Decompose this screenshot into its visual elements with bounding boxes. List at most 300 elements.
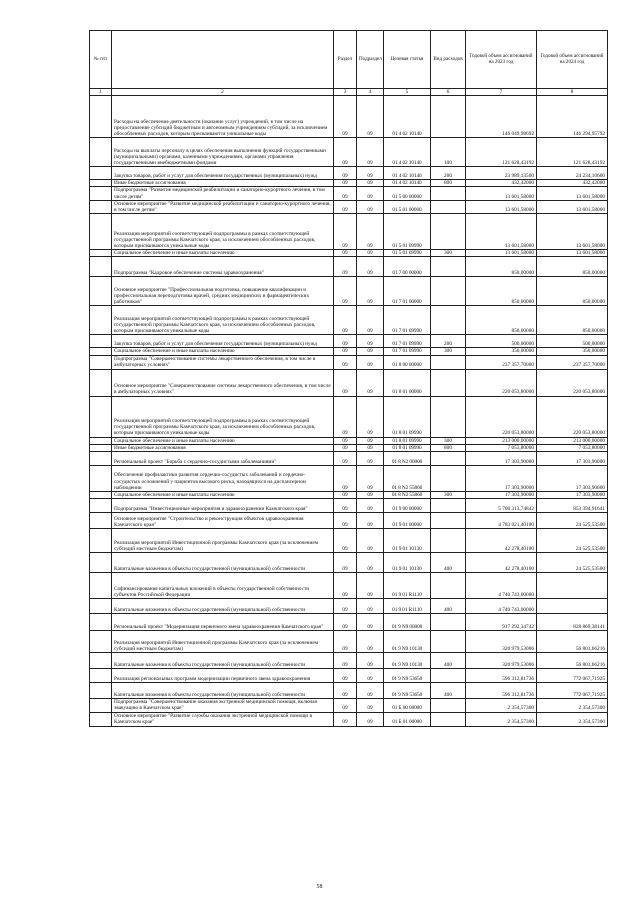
row-target-article-cell: 01 5 01 09990 — [384, 214, 431, 250]
row-razdel-cell: 09 — [334, 355, 357, 369]
row-expense-type-cell — [431, 200, 466, 213]
row-value-2023-cell: 2 354,57300 — [466, 712, 537, 726]
row-name-cell: Реализация мероприятий соответствующей подпрограммы в рамках соответствующей государственной программы Камчатского края, за исключением обособленных расходов, которым присваиваются уникальные коды — [112, 214, 334, 250]
row-value-2023-cell: 220 053,80000 — [466, 396, 537, 437]
row-expense-type-cell — [431, 669, 466, 683]
row-name-cell: Капитальные вложения в объекты государственной (муниципальной) собственности — [112, 599, 334, 614]
row-target-article-cell: 01 8 01 00000 — [384, 369, 431, 396]
row-value-2024-cell: 220 053,80000 — [537, 396, 608, 437]
row-target-article-cell: 01 9 N9 00000 — [384, 614, 431, 631]
row-target-article-cell: 01 7 01 09990 — [384, 335, 431, 348]
row-podrazdel-cell: 09 — [357, 214, 384, 250]
header-razdel: Раздел — [334, 31, 357, 89]
row-number-cell — [90, 180, 112, 187]
row-target-article-cell: 01 5 00 00000 — [384, 187, 431, 200]
row-value-2023-cell: 13 601,58000 — [466, 187, 537, 200]
row-value-2023-cell: 42 278,40100 — [466, 529, 537, 553]
row-podrazdel-cell: 09 — [357, 553, 384, 573]
table-row — [90, 355, 608, 369]
row-razdel-cell: 09 — [334, 492, 357, 499]
row-value-2023-cell: 2 354,57300 — [466, 699, 537, 712]
row-podrazdel-cell: 09 — [357, 369, 384, 396]
row-name-cell: Реализация мероприятий соответствующей подпрограммы в рамках соответствующей государственной программы Камчатского края, за исключением обособленных расходов, которым присваиваются уникальные коды — [112, 396, 334, 437]
row-number-cell — [90, 355, 112, 369]
row-number-cell — [90, 513, 112, 529]
row-value-2024-cell: 13 601,58000 — [537, 187, 608, 200]
row-name-cell: Основное мероприятие "Совершенствование системы лекарственного обеспечения, в том числе в амбулаторных условиях" — [112, 369, 334, 396]
table-row — [90, 369, 608, 396]
row-name-cell: Подпрограмма "Совершенствование оказания экстренной медицинской помощи, включая эвакуацию в Камчатском крае" — [112, 699, 334, 712]
row-number-cell — [90, 335, 112, 348]
row-value-2024-cell: 17 303,90000 — [537, 492, 608, 499]
row-podrazdel-cell: 09 — [357, 614, 384, 631]
row-expense-type-cell — [431, 214, 466, 250]
row-expense-type-cell — [431, 257, 466, 277]
table-row — [90, 529, 608, 553]
row-target-article-cell: 01 9 01 R1110 — [384, 573, 431, 599]
row-value-2024-cell: 2 354,57300 — [537, 699, 608, 712]
row-target-article-cell: 01 Б 01 00000 — [384, 712, 431, 726]
row-podrazdel-cell: 09 — [357, 499, 384, 513]
row-number-cell — [90, 499, 112, 513]
row-number-cell — [90, 257, 112, 277]
row-number-cell — [90, 277, 112, 306]
row-razdel-cell: 09 — [334, 712, 357, 726]
row-razdel-cell: 09 — [334, 167, 357, 180]
row-name-cell: Подпрограмма "Кадровое обеспечение системы здравоохранения" — [112, 257, 334, 277]
row-name-cell: Закупка товаров, работ и услуг для обеспечения государственных (муниципальных) нужд — [112, 335, 334, 348]
row-number-cell — [90, 653, 112, 669]
row-podrazdel-cell: 09 — [357, 513, 384, 529]
row-value-2024-cell: 828 869,38141 — [537, 614, 608, 631]
table-row — [90, 553, 608, 573]
row-value-2024-cell: 13 601,58000 — [537, 200, 608, 213]
row-razdel-cell: 09 — [334, 614, 357, 631]
row-number-cell — [90, 96, 112, 138]
row-value-2024-cell: 213 000,00000 — [537, 437, 608, 444]
row-value-2024-cell: 13 601,58000 — [537, 250, 608, 257]
row-number-cell — [90, 631, 112, 653]
row-razdel-cell: 09 — [334, 96, 357, 138]
row-razdel-cell: 09 — [334, 444, 357, 451]
row-value-2024-cell: 772 067,71925 — [537, 669, 608, 683]
row-name-cell: Расходы на выплаты персоналу в целях обеспечения выполнения функций государственными (муниципальными) органами, казенными учреждениями, органами управления государственными внебюджетными фондами — [112, 138, 334, 167]
row-podrazdel-cell: 09 — [357, 444, 384, 451]
row-number-cell — [90, 614, 112, 631]
table-row — [90, 396, 608, 437]
row-value-2024-cell: 500,00000 — [537, 335, 608, 348]
budget-table — [89, 30, 608, 727]
row-value-2024-cell: 121 628,43192 — [537, 138, 608, 167]
row-podrazdel-cell: 09 — [357, 138, 384, 167]
row-value-2023-cell: 320 979,53006 — [466, 653, 537, 669]
header-expense-type: Вид расходов — [431, 31, 466, 89]
row-razdel-cell: 09 — [334, 631, 357, 653]
column-index: 7 — [466, 89, 537, 96]
row-number-cell — [90, 167, 112, 180]
row-value-2023-cell: 42 278,40100 — [466, 553, 537, 573]
row-razdel-cell: 09 — [334, 250, 357, 257]
row-target-article-cell: 01 7 01 09990 — [384, 348, 431, 355]
column-index-row — [90, 89, 608, 96]
row-value-2024-cell: 17 303,90000 — [537, 452, 608, 466]
row-name-cell: Иные бюджетные ассигнования — [112, 180, 334, 187]
table-row — [90, 180, 608, 187]
row-podrazdel-cell: 09 — [357, 683, 384, 699]
row-target-article-cell: 01 5 01 09990 — [384, 250, 431, 257]
row-name-cell: Обеспечение профилактики развития сердечно-сосудистых заболеваний и сердечно-сосудистых осложнений у пациентов высокого риска, находящихся на диспансерном наблюдении — [112, 466, 334, 492]
row-razdel-cell: 09 — [334, 653, 357, 669]
row-razdel-cell: 09 — [334, 200, 357, 213]
row-target-article-cell: 01 7 00 00000 — [384, 257, 431, 277]
row-number-cell — [90, 214, 112, 250]
row-target-article-cell: 01 4 02 10140 — [384, 138, 431, 167]
column-index: 5 — [384, 89, 431, 96]
row-value-2024-cell: 772 067,71925 — [537, 683, 608, 699]
table-row — [90, 200, 608, 213]
row-target-article-cell: 01 8 00 00000 — [384, 355, 431, 369]
column-index: 1 — [90, 89, 112, 96]
row-podrazdel-cell: 09 — [357, 437, 384, 444]
row-name-cell: Капитальные вложения в объекты государственной (муниципальной) собственности — [112, 553, 334, 573]
row-name-cell: Социальное обеспечение и иные выплаты населению — [112, 250, 334, 257]
row-value-2024-cell: 237 357,70000 — [537, 355, 608, 369]
table-row — [90, 599, 608, 614]
row-podrazdel-cell: 09 — [357, 699, 384, 712]
row-expense-type-cell — [431, 277, 466, 306]
header-name — [112, 31, 334, 89]
row-target-article-cell: 01 Б 00 00000 — [384, 699, 431, 712]
row-name-cell: Софинансирование капитальных вложений в объекты государственной собственности субъектов Российской Федерации — [112, 573, 334, 599]
row-value-2023-cell: 146 049,98692 — [466, 96, 537, 138]
row-podrazdel-cell: 09 — [357, 335, 384, 348]
row-razdel-cell: 09 — [334, 699, 357, 712]
row-name-cell: Расходы на обеспечение деятельности (оказание услуг) учреждений, в том числе на предоставление субсидий бюджетным и автономным учреждениям субсидий, за исключением обособленных расходов, которым присваиваются уникальные коды — [112, 96, 334, 138]
row-value-2023-cell: 320 979,53006 — [466, 631, 537, 653]
row-razdel-cell: 09 — [334, 257, 357, 277]
row-expense-type-cell — [431, 96, 466, 138]
row-value-2024-cell: 220 053,80000 — [537, 369, 608, 396]
row-target-article-cell: 01 8 01 09990 — [384, 437, 431, 444]
header-target-article: Целевая статья — [384, 31, 431, 89]
row-expense-type-cell — [431, 187, 466, 200]
row-value-2024-cell: 850,00000 — [537, 306, 608, 335]
table-row — [90, 499, 608, 513]
row-razdel-cell: 09 — [334, 306, 357, 335]
row-expense-type-cell — [431, 631, 466, 653]
row-target-article-cell: 01 9 01 00000 — [384, 513, 431, 529]
row-podrazdel-cell: 09 — [357, 306, 384, 335]
row-target-article-cell: 01 8 01 09990 — [384, 396, 431, 437]
row-podrazdel-cell: 09 — [357, 277, 384, 306]
row-value-2023-cell: 237 357,70000 — [466, 355, 537, 369]
row-podrazdel-cell: 09 — [357, 599, 384, 614]
row-razdel-cell: 09 — [334, 599, 357, 614]
row-name-cell: Подпрограмма "Совершенствование системы лекарственного обеспечения, в том числе в амбулаторных условиях" — [112, 355, 334, 369]
row-expense-type-cell: 200 — [431, 335, 466, 348]
row-value-2024-cell: 17 303,90000 — [537, 466, 608, 492]
row-razdel-cell: 09 — [334, 277, 357, 306]
row-value-2023-cell: 850,00000 — [466, 257, 537, 277]
row-podrazdel-cell: 09 — [357, 355, 384, 369]
row-value-2023-cell: 17 303,90000 — [466, 492, 537, 499]
row-expense-type-cell: 400 — [431, 683, 466, 699]
row-number-cell — [90, 466, 112, 492]
row-value-2024-cell: 432,42000 — [537, 180, 608, 187]
row-value-2023-cell: 17 303,90000 — [466, 452, 537, 466]
row-expense-type-cell — [431, 712, 466, 726]
row-target-article-cell: 01 9 N9 53650 — [384, 683, 431, 699]
row-expense-type-cell — [431, 614, 466, 631]
row-name-cell: Основное мероприятие "Развитие службы оказания экстренной медицинской помощи в Камчатском крае" — [112, 712, 334, 726]
row-expense-type-cell — [431, 396, 466, 437]
table-row — [90, 712, 608, 726]
table-row — [90, 257, 608, 277]
row-value-2024-cell — [537, 573, 608, 599]
row-value-2023-cell: 350,00000 — [466, 348, 537, 355]
row-number-cell — [90, 683, 112, 699]
row-podrazdel-cell: 09 — [357, 396, 384, 437]
row-podrazdel-cell: 09 — [357, 96, 384, 138]
column-index: 2 — [112, 89, 334, 96]
row-expense-type-cell — [431, 355, 466, 369]
row-expense-type-cell — [431, 466, 466, 492]
row-value-2023-cell: 23 989,13500 — [466, 167, 537, 180]
table-row — [90, 138, 608, 167]
row-name-cell: Капитальные вложения в объекты государственной (муниципальной) собственности — [112, 683, 334, 699]
row-razdel-cell: 09 — [334, 396, 357, 437]
row-number-cell — [90, 573, 112, 599]
row-podrazdel-cell: 09 — [357, 257, 384, 277]
row-name-cell: Подпрограмма "Инвестиционные мероприятия в здравоохранении Камчатского края" — [112, 499, 334, 513]
row-value-2024-cell: 13 601,58000 — [537, 214, 608, 250]
row-name-cell: Социальное обеспечение и иные выплаты населению — [112, 492, 334, 499]
row-target-article-cell: 01 8 N2 55860 — [384, 466, 431, 492]
row-target-article-cell: 01 8 N2 00000 — [384, 452, 431, 466]
table-row — [90, 669, 608, 683]
row-name-cell: Иные бюджетные ассигнования — [112, 444, 334, 451]
row-expense-type-cell: 800 — [431, 180, 466, 187]
table-row — [90, 335, 608, 348]
row-expense-type-cell: 300 — [431, 250, 466, 257]
row-expense-type-cell: 400 — [431, 653, 466, 669]
row-value-2023-cell: 7 053,80000 — [466, 444, 537, 451]
table-row — [90, 452, 608, 466]
table-row — [90, 96, 608, 138]
row-target-article-cell: 01 9 00 00000 — [384, 499, 431, 513]
column-index: 4 — [357, 89, 384, 96]
table-row — [90, 348, 608, 355]
table-row — [90, 699, 608, 712]
row-target-article-cell: 01 5 01 00000 — [384, 200, 431, 213]
row-expense-type-cell — [431, 529, 466, 553]
row-name-cell: Основное мероприятие "Развитие медицинской реабилитации и санаторно-курортного лечения, в том числе детям" — [112, 200, 334, 213]
table-row — [90, 187, 608, 200]
row-podrazdel-cell: 09 — [357, 573, 384, 599]
table-row — [90, 631, 608, 653]
row-expense-type-cell — [431, 513, 466, 529]
row-value-2023-cell: 121 628,43192 — [466, 138, 537, 167]
row-value-2024-cell: 24 525,53500 — [537, 513, 608, 529]
row-podrazdel-cell: 09 — [357, 348, 384, 355]
header-row — [90, 31, 608, 89]
row-podrazdel-cell: 09 — [357, 631, 384, 653]
row-value-2023-cell: 13 601,58000 — [466, 214, 537, 250]
row-razdel-cell: 09 — [334, 553, 357, 573]
row-number-cell — [90, 444, 112, 451]
row-expense-type-cell — [431, 699, 466, 712]
row-value-2023-cell: 13 601,58000 — [466, 200, 537, 213]
row-razdel-cell: 09 — [334, 180, 357, 187]
page-number: 58 — [316, 884, 323, 890]
row-expense-type-cell — [431, 306, 466, 335]
row-expense-type-cell: 100 — [431, 138, 466, 167]
row-target-article-cell: 01 4 02 10140 — [384, 180, 431, 187]
row-number-cell — [90, 250, 112, 257]
row-podrazdel-cell: 09 — [357, 653, 384, 669]
row-razdel-cell: 09 — [334, 683, 357, 699]
row-number-cell — [90, 437, 112, 444]
row-target-article-cell: 01 4 02 10140 — [384, 167, 431, 180]
row-value-2023-cell: 596 312,81736 — [466, 683, 537, 699]
row-value-2024-cell: 350,00000 — [537, 348, 608, 355]
row-value-2023-cell: 4 740 743,00000 — [466, 599, 537, 614]
header-num: № п/п — [90, 31, 112, 89]
row-razdel-cell: 09 — [334, 669, 357, 683]
row-razdel-cell: 09 — [334, 335, 357, 348]
row-podrazdel-cell: 09 — [357, 250, 384, 257]
row-target-article-cell: 01 9 01 10130 — [384, 529, 431, 553]
row-value-2023-cell: 5 700 313,74842 — [466, 499, 537, 513]
row-target-article-cell: 01 9 N9 53650 — [384, 669, 431, 683]
row-target-article-cell: 01 9 01 R1110 — [384, 599, 431, 614]
row-value-2023-cell: 13 601,58000 — [466, 250, 537, 257]
row-name-cell: Региональный проект "Модернизация первичного звена здравоохранения Камчатского края" — [112, 614, 334, 631]
header-podrazdel: Подраздел — [357, 31, 384, 89]
row-value-2024-cell — [537, 599, 608, 614]
table-row — [90, 614, 608, 631]
row-number-cell — [90, 452, 112, 466]
row-razdel-cell: 09 — [334, 348, 357, 355]
row-number-cell — [90, 348, 112, 355]
row-value-2023-cell: 500,00000 — [466, 335, 537, 348]
row-expense-type-cell: 800 — [431, 444, 466, 451]
row-value-2024-cell: 56 801,66216 — [537, 631, 608, 653]
table-row — [90, 250, 608, 257]
row-value-2023-cell: 850,00000 — [466, 306, 537, 335]
row-razdel-cell: 09 — [334, 529, 357, 553]
table-row — [90, 277, 608, 306]
row-podrazdel-cell: 09 — [357, 167, 384, 180]
row-value-2024-cell: 853 394,91641 — [537, 499, 608, 513]
row-number-cell — [90, 712, 112, 726]
row-value-2023-cell: 17 303,90000 — [466, 466, 537, 492]
table-row — [90, 683, 608, 699]
row-razdel-cell: 09 — [334, 573, 357, 599]
row-podrazdel-cell: 09 — [357, 466, 384, 492]
row-razdel-cell: 09 — [334, 466, 357, 492]
table-row — [90, 573, 608, 599]
row-name-cell: Капитальные вложения в объекты государственной (муниципальной) собственности — [112, 653, 334, 669]
row-target-article-cell: 01 8 01 09990 — [384, 444, 431, 451]
row-number-cell — [90, 529, 112, 553]
row-value-2023-cell: 850,00000 — [466, 277, 537, 306]
row-number-cell — [90, 699, 112, 712]
row-podrazdel-cell: 09 — [357, 712, 384, 726]
row-value-2023-cell: 4 740 743,00000 — [466, 573, 537, 599]
row-expense-type-cell — [431, 369, 466, 396]
row-number-cell — [90, 369, 112, 396]
row-name-cell: Реализация мероприятий Инвестиционной программы Камчатского края (за исключением субсидий местным бюджетам) — [112, 529, 334, 553]
row-podrazdel-cell: 09 — [357, 529, 384, 553]
row-value-2023-cell: 432,42000 — [466, 180, 537, 187]
table-row — [90, 437, 608, 444]
row-number-cell — [90, 187, 112, 200]
row-razdel-cell: 09 — [334, 138, 357, 167]
row-podrazdel-cell: 09 — [357, 669, 384, 683]
table-row — [90, 513, 608, 529]
table-row — [90, 167, 608, 180]
row-name-cell: Реализация мероприятий Инвестиционной программы Камчатского края (за исключением субсидий местным бюджетам) — [112, 631, 334, 653]
row-expense-type-cell: 300 — [431, 437, 466, 444]
row-name-cell: Закупка товаров, работ и услуг для обеспечения государственных (муниципальных) нужд — [112, 167, 334, 180]
row-value-2024-cell: 146 294,95792 — [537, 96, 608, 138]
row-podrazdel-cell: 09 — [357, 187, 384, 200]
row-value-2023-cell: 4 783 021,40100 — [466, 513, 537, 529]
row-razdel-cell: 09 — [334, 369, 357, 396]
row-podrazdel-cell: 09 — [357, 200, 384, 213]
row-number-cell — [90, 492, 112, 499]
row-razdel-cell: 09 — [334, 513, 357, 529]
row-name-cell: Основное мероприятие "Строительство и реконструкция объектов здравоохранения Камчатского края" — [112, 513, 334, 529]
row-razdel-cell: 09 — [334, 452, 357, 466]
row-name-cell: Подпрограмма "Развитие медицинской реабилитации и санаторно-курортного лечения, в том числе детям" — [112, 187, 334, 200]
row-name-cell: Основное мероприятие "Профессиональная подготовка, повышение квалификации и профессиональная переподготовка врачей, средних медицинских и фармацевтических работников" — [112, 277, 334, 306]
row-razdel-cell: 09 — [334, 499, 357, 513]
row-value-2024-cell: 24 525,53500 — [537, 529, 608, 553]
row-target-article-cell: 01 4 02 10140 — [384, 96, 431, 138]
row-value-2023-cell: 596 312,81736 — [466, 669, 537, 683]
row-name-cell: Реализация региональных программ модернизации первичного звена здравоохранения — [112, 669, 334, 683]
row-expense-type-cell: 300 — [431, 348, 466, 355]
row-expense-type-cell — [431, 499, 466, 513]
row-name-cell: Социальное обеспечение и иные выплаты населению — [112, 348, 334, 355]
row-number-cell — [90, 599, 112, 614]
row-value-2024-cell: 850,00000 — [537, 257, 608, 277]
row-name-cell: Социальное обеспечение и иные выплаты населению — [112, 437, 334, 444]
row-target-article-cell: 01 9 N9 10130 — [384, 653, 431, 669]
row-number-cell — [90, 200, 112, 213]
row-name-cell: Региональный проект "Борьба с сердечно-сосудистыми заболеваниями" — [112, 452, 334, 466]
row-expense-type-cell: 300 — [431, 492, 466, 499]
row-podrazdel-cell: 09 — [357, 452, 384, 466]
row-expense-type-cell — [431, 573, 466, 599]
row-number-cell — [90, 669, 112, 683]
table-row — [90, 306, 608, 335]
row-podrazdel-cell: 09 — [357, 492, 384, 499]
row-value-2023-cell: 220 053,80000 — [466, 369, 537, 396]
column-index: 3 — [334, 89, 357, 96]
row-razdel-cell: 09 — [334, 187, 357, 200]
header-year-2024: Годовой объем ассигнований на 2024 год — [537, 31, 608, 89]
row-podrazdel-cell: 09 — [357, 180, 384, 187]
row-value-2023-cell: 213 000,00000 — [466, 437, 537, 444]
row-value-2024-cell: 7 053,80000 — [537, 444, 608, 451]
row-value-2024-cell: 24 234,10600 — [537, 167, 608, 180]
row-value-2024-cell: 2 354,57300 — [537, 712, 608, 726]
row-value-2024-cell: 850,00000 — [537, 277, 608, 306]
row-expense-type-cell: 200 — [431, 167, 466, 180]
